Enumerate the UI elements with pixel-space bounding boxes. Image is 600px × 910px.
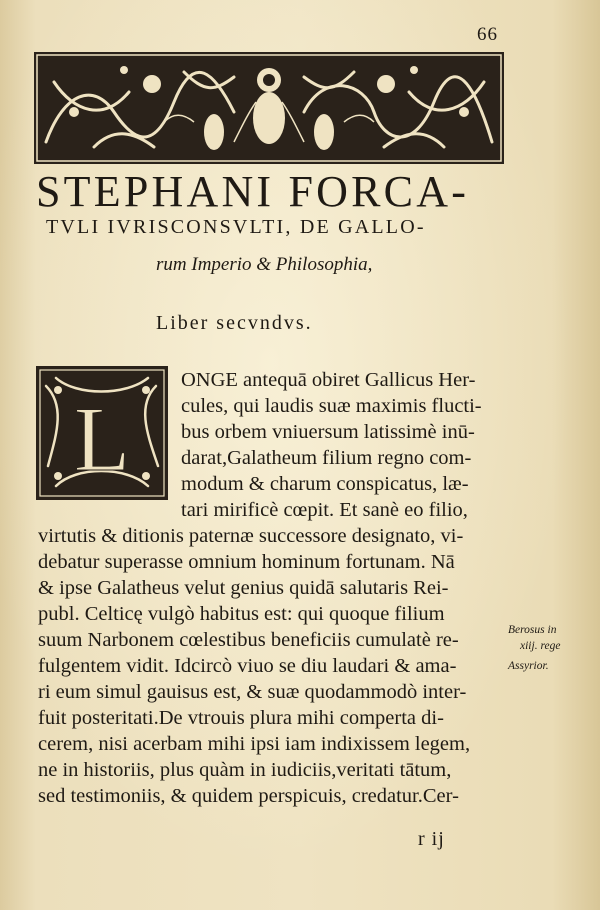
margin-note-line-2: xiij. rege <box>520 640 561 652</box>
drop-cap-letter: L <box>73 388 131 490</box>
text-line: ONGE antequā obiret Gallicus Her- <box>181 369 476 391</box>
page-number: 66 <box>477 24 498 45</box>
text-line: fuit posteritati.De vtrouis plura mihi comperta di- <box>38 707 444 729</box>
ornamental-headpiece <box>34 52 504 164</box>
text-line: cerem, nisi acerbam mihi ipsi iam indixissem legem, <box>38 733 471 755</box>
text-line: modum & charum conspicatus, læ- <box>181 473 469 495</box>
text-line: darat,Galatheum filium regno com- <box>181 447 472 469</box>
text-line: tari mirificè cœpit. Et sanè eo filio, <box>181 499 468 521</box>
title-line-3: rum Imperio & Philosophia, <box>156 254 373 275</box>
text-line: fulgentem vidit. Idcircò viuo se diu laudari & ama- <box>38 655 457 677</box>
margin-note-line-1: Berosus in <box>508 624 557 636</box>
signature-mark: r ij <box>418 828 445 850</box>
title-line-2: TVLI IVRISCONSVLTI, DE GALLO- <box>46 216 426 238</box>
text-line: sed testimoniis, & quidem perspicuis, credatur.Cer- <box>38 785 459 807</box>
text-line: debatur superasse omnium hominum fortunam. Nā <box>38 551 455 573</box>
title-line-1: STEPHANI FORCA- <box>36 167 470 216</box>
text-line: publ. Celticę vulgò habitus est: qui quoque filium <box>38 603 445 625</box>
text-line: ne in historiis, plus quàm in iudiciis,veritati tātum, <box>38 759 452 781</box>
decorated-initial <box>36 366 168 500</box>
text-line: & ipse Galatheus velut genius quidā salutaris Rei- <box>38 577 449 599</box>
text-line: ri eum simul gauisus est, & suæ quodammodò inter- <box>38 681 467 703</box>
text-line: bus orbem vniuersum latissimè inū- <box>181 421 475 443</box>
book-heading: Liber secvndvs. <box>156 312 313 334</box>
margin-note-line-3: Assyrior. <box>508 660 549 672</box>
text-line: cules, qui laudis suæ maximis flucti- <box>181 395 482 417</box>
text-line: virtutis & ditionis paternæ successore designato, vi- <box>38 525 464 547</box>
text-line: suum Narbonem cœlestibus beneficiis cumulatè re- <box>38 629 459 651</box>
